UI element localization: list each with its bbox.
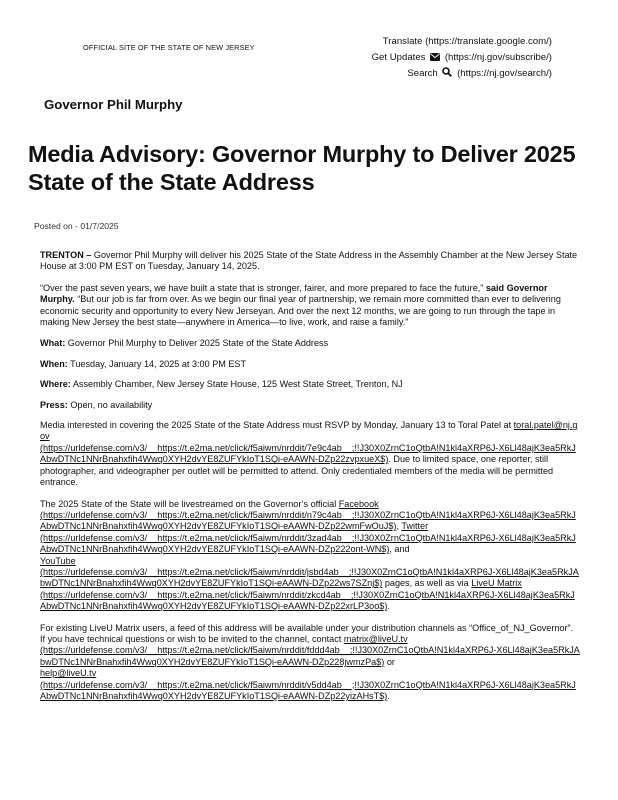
- youtube-url-link[interactable]: (https://urldefense.com/v3/__https://t.e2ma.net/click/f5aiwm/nrddit/jsbd4ab__;!!J30X0ZrnC1oQtbA!N1kl4aXRP6J-X6Ll48ajK3ea5RkJAbwDTNc1NNrBnahxfih4Wwq0XYH2dvYE8ZUFYkIoT1SQi-eAAWN-DZp22ws7SZnj$): [40, 566, 579, 589]
- or-text: or: [384, 656, 395, 667]
- press-line: [40, 400, 580, 411]
- when-line: [40, 359, 580, 370]
- quote-part-1: “Over the past seven years, we have built a state that is stronger, fairer, and more prepared to face the future,”: [40, 282, 486, 293]
- where-line: [40, 379, 580, 390]
- twitter-link[interactable]: Twitter: [401, 521, 429, 532]
- utility-links: [372, 34, 552, 83]
- search-label: Search: [407, 68, 438, 79]
- facebook-link[interactable]: Facebook: [338, 498, 379, 509]
- get-updates-label: Get Updates: [371, 51, 426, 63]
- twitter-url-link[interactable]: (https://urldefense.com/v3/__https://t.e2ma.net/click/f5aiwm/nrddit/3zad4ab__;!!J30X0ZrnC1oQtbA!N1kl4aXRP6J-X6Ll48ajK3ea5RkJAbwDTNc1NNrBnahxfih4Wwq0XYH2dvYE8ZUFYkIoT1SQi-eAAWN-DZp222ont-WN$): [40, 532, 576, 555]
- end-period-text: .: [387, 691, 390, 701]
- search-icon: [442, 67, 452, 83]
- page-title: Media Advisory: Governor Murphy to Deliver 2025 State of the State Address: [28, 141, 576, 195]
- intro-text: Governor Phil Murphy will deliver his 2025 State of the State Address in the Assembly Chamber at the New Jersey State House at 3:00 PM EST on Tuesday, January 14, 2025.: [40, 250, 578, 272]
- and-text: , and: [389, 544, 410, 555]
- livestream-paragraph: The 2025 State of the State will be livestreamed on the Governor’s official Facebook (https://urldefense.com/v3/__https://t.e2ma.net/click/f5aiwm/nrddit/n79c4ab__;!!J30X0ZrnC1oQtbA!N1kl4aXRP6J-X6Ll48ajK3ea5RkJAbwDTNc1NNrBnahxfih4Wwq0XYH2dvYE8ZUFYkIoT1SQi-eAAWN-DZp22wmFwOuJ$), Twitter (https://urldefense.com/v3/__https://t.e2ma.net/click/f5aiwm/nrddit/3zad4ab__;!!J30X0ZrnC1oQtbA!N1kl4aXRP6J-X6Ll48ajK3ea5RkJAbwDTNc1NNrBnahxfih4Wwq0XYH2dvYE8ZUFYkIoT1SQi-eAAWN-DZp222ont-WN$), and YouTube (https://urldefense.com/v3/__https://t.e2ma.net/click/f5aiwm/nrddit/jsbd4ab__;!!J30X0ZrnC1oQtbA!N1kl4aXRP6J-X6Ll48ajK3ea5RkJAbwDTNc1NNrBnahxfih4Wwq0XYH2dvYE8ZUFYkIoT1SQi-eAAWN-DZp22ws7SZnj$) pages, as well as via LiveU Matrix (https://urldefense.com/v3/__https://t.e2ma.net/click/f5aiwm/nrddit/zkcd4ab__;!!J30X0ZrnC1oQtbA!N1kl4aXRP6J-X6Ll48ajK3ea5RkJAbwDTNc1NNrBnahxfih4Wwq0XYH2dvYE8ZUFYkIoT1SQi-eAAWN-DZp22xrLP3oo$).: [40, 498, 579, 612]
- article-body: [40, 250, 580, 712]
- youtube-link[interactable]: YouTube: [40, 555, 76, 566]
- said-attribution: said Governor Murphy.: [40, 282, 548, 305]
- press-value: Open, no availability: [67, 399, 153, 410]
- rsvp-rest: . Due to limited space, one reporter, still photographer, and videographer per outlet will be permitted to attend. Only credentialed members of the media will be permitted entrance.: [40, 454, 554, 488]
- liveu-feed-paragraph: [40, 623, 580, 703]
- feed-text: For existing LiveU Matrix users, a feed of this address will be available under your distribution channels as “Office_of_NJ_Governor”. If you have technical questions or wish to be invited to the channel, contact: [40, 622, 574, 644]
- period-text: .: [387, 601, 390, 612]
- where-value: Assembly Chamber, New Jersey State House, 125 West State Street, Trenton, NJ: [70, 379, 403, 390]
- facebook-url-link[interactable]: (https://urldefense.com/v3/__https://t.e2ma.net/click/f5aiwm/nrddit/n79c4ab__;!!J30X0ZrnC1oQtbA!N1kl4aXRP6J-X6Ll48ajK3ea5RkJAbwDTNc1NNrBnahxfih4Wwq0XYH2dvYE8ZUFYkIoT1SQi-eAAWN-DZp22wmFwOuJ$): [40, 509, 576, 532]
- intro-paragraph: [40, 250, 580, 273]
- press-label: Press:: [40, 399, 68, 410]
- dateline: TRENTON –: [40, 250, 92, 260]
- search-link[interactable]: [372, 66, 552, 83]
- matrix-url-link[interactable]: (https://urldefense.com/v3/__https://t.e2ma.net/click/f5aiwm/nrddit/fddd4ab__;!!J30X0ZrnC1oQtbA!N1kl4aXRP6J-X6Ll48ajK3ea5RkJAbwDTNc1NNrBnahxfih4Wwq0XYH2dvYE8ZUFYkIoT1SQi-eAAWN-DZp228jwmzPa$): [40, 645, 580, 667]
- when-value: Tuesday, January 14, 2025 at 3:00 PM EST: [67, 358, 247, 369]
- help-url-link[interactable]: (https://urldefense.com/v3/__https://t.e2ma.net/click/f5aiwm/nrddit/v5dd4ab__;!!J30X0ZrnC1oQtbA!N1kl4aXRP6J-X6Ll48ajK3ea5RkJAbwDTNc1NNrBnahxfih4Wwq0XYH2dvYE8ZUFYkIoT1SQi-eAAWN-DZp22yizAHsT$): [40, 679, 576, 701]
- rsvp-text: Media interested in covering the 2025 State of the State Address must RSVP by Monday, January 13 to Toral Patel at: [40, 420, 514, 431]
- envelope-icon: [430, 51, 440, 67]
- help-email-link[interactable]: help@liveU.tv: [40, 668, 97, 679]
- when-label: When:: [40, 358, 68, 369]
- posted-date: Posted on - 01/7/2025: [34, 221, 119, 231]
- matrix-email-link[interactable]: matrix@liveU.tv: [343, 633, 408, 644]
- rsvp-email-link[interactable]: toral.patel@nj.gov: [40, 420, 578, 442]
- translate-link[interactable]: Translate (https://translate.google.com/): [382, 36, 552, 47]
- search-url: (https://nj.gov/search/): [457, 68, 552, 79]
- governor-name[interactable]: Governor Phil Murphy: [44, 97, 183, 112]
- official-site-label: OFFICIAL SITE OF THE STATE OF NEW JERSEY: [83, 43, 255, 52]
- liveu-link[interactable]: LiveU Matrix: [471, 578, 522, 589]
- quote-part-2: “But our job is far from over. As we begin our final year of partnership, we remain more committed than ever to delivering economic security and opportunity to every New Jerseyan. And over the next 12 months, we are going to run through the tape in making New Jersey the best state—anywhere in America—to live, work, and raise a family.”: [40, 294, 561, 328]
- liveu-url-link[interactable]: (https://urldefense.com/v3/__https://t.e2ma.net/click/f5aiwm/nrddit/zkcd4ab__;!!J30X0ZrnC1oQtbA!N1kl4aXRP6J-X6Ll48ajK3ea5RkJAbwDTNc1NNrBnahxfih4Wwq0XYH2dvYE8ZUFYkIoT1SQi-eAAWN-DZp22xrLP3oo$): [40, 589, 575, 612]
- what-line: [40, 338, 580, 349]
- livestream-text: The 2025 State of the State will be livestreamed on the Governor’s official: [40, 498, 339, 509]
- rsvp-paragraph: [40, 420, 580, 488]
- what-value: Governor Phil Murphy to Deliver 2025 State of the State Address: [65, 338, 329, 349]
- get-updates-url: (https://nj.gov/subscribe/): [444, 51, 552, 63]
- rsvp-url-link[interactable]: (https://urldefense.com/v3/__https://t.e2ma.net/click/f5aiwm/nrddit/7e9c4ab__;!!J30X0ZrnC1oQtbA!N1kl4aXRP6J-X6Ll48ajK3ea5RkJAbwDTNc1NNrBnahxfih4Wwq0XYH2dvYE8ZUFYkIoT1SQi-eAAWN-DZp22zvpxueX$): [40, 442, 576, 465]
- pages-via-text: pages, as well as via: [382, 578, 472, 589]
- quote-paragraph: [40, 283, 580, 329]
- where-label: Where:: [40, 379, 71, 390]
- what-label: What:: [40, 338, 66, 349]
- get-updates-link[interactable]: [372, 50, 552, 67]
